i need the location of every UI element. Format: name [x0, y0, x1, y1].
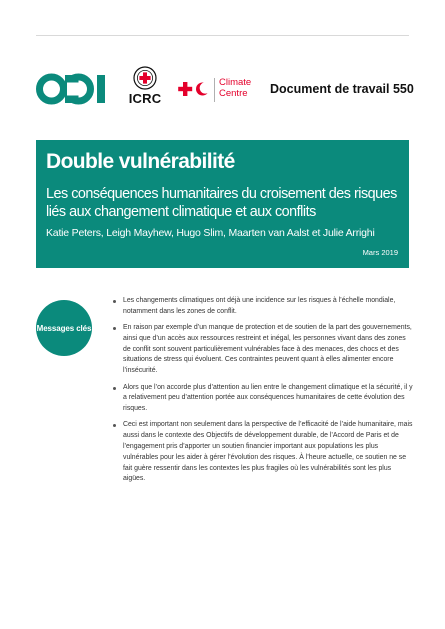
publication-date: Mars 2019 — [362, 248, 398, 257]
logo-bar — [36, 66, 416, 114]
key-messages-badge: Messages clés — [36, 300, 92, 356]
bullet-icon — [113, 387, 116, 390]
list-item — [113, 420, 413, 485]
icrc-logo — [125, 66, 165, 106]
icrc-label: ICRC — [128, 91, 162, 106]
page-title: Double vulnérabilité — [46, 150, 235, 173]
bullet-icon — [113, 424, 116, 427]
authors: Katie Peters, Leigh Mayhew, Hugo Slim, Maarten van Aalst et Julie Arrighi — [46, 227, 375, 239]
bullet-icon — [113, 327, 116, 330]
list-item-text: Les changements climatiques ont déjà une incidence sur les risques à l’échelle mondiale, notamment dans les zones de conflit. — [123, 297, 396, 315]
list-item — [113, 383, 413, 415]
list-item-text: En raison par exemple d’un manque de protection et de soutien de la part des gouvernements, ainsi que d’un accès aux ressources restreint et inégal, les personnes vivant dans des zones de conflit sont souvent particulièrement vulnérables face à des menaces, des chocs et des situations de stress qui évoluent. Ces contraintes peuvent quant à elles alimenter encore l’insécurité. — [123, 324, 412, 375]
key-messages-list — [113, 296, 413, 491]
odi-logo — [36, 73, 108, 105]
document-label: Document de travail 550 — [270, 82, 414, 96]
list-item — [113, 296, 413, 318]
list-item — [113, 323, 413, 377]
icrc-emblem — [133, 66, 157, 90]
page-subtitle: Les conséquences humanitaires du croisement des risques liés aux changement climatique et aux conflits — [46, 186, 397, 220]
list-item-text: Alors que l’on accorde plus d’attention au lien entre le changement climatique et la sécurité, il y a relativement peu d’attention portée aux conséquences humanitaires de cette évolution des risques. — [123, 383, 413, 413]
bullet-icon — [113, 300, 116, 303]
list-item-text: Ceci est important non seulement dans la perspective de l’efficacité de l’aide humanitaire, mais aussi dans le contexte des Objectifs de développement durable, de l’Accord de Paris et de l’engagement pris d’apporter un soutien financier important aux populations les plus vulnérables pour les aider à gérer l’évolution des risques. À l’heure actuelle, ce soutien ne se fait guère ressentir dans les contextes les plus fragiles où les vulnérabilités sont les plus aigües. — [123, 421, 413, 483]
climate-centre-divider — [214, 78, 215, 102]
climate-centre-emblem — [178, 81, 210, 97]
title-banner — [36, 140, 409, 268]
climate-centre-label: Climate Centre — [219, 77, 252, 99]
top-divider — [36, 35, 409, 36]
